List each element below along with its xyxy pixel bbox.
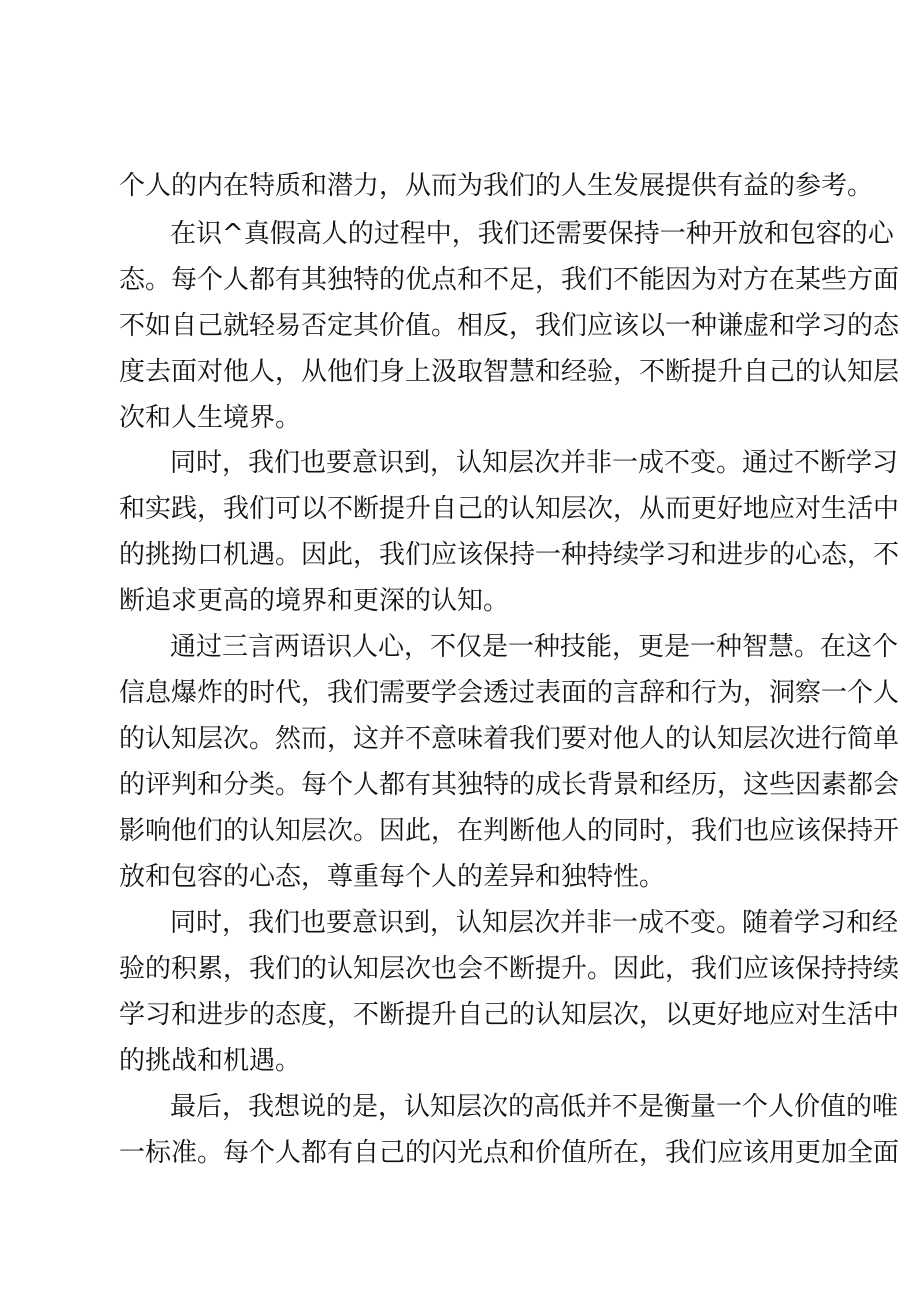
paragraph-line: 的挑拗口机遇。因此，我们应该保持一种持续学习和进步的心态，不 — [119, 540, 900, 570]
paragraph-line: 度去面对他人，从他们身上汲取智慧和经验，不断提升自己的认知层 — [119, 357, 900, 387]
paragraph-line: 在识^真假高人的过程中，我们还需要保持一种开放和包容的心 — [170, 219, 894, 249]
paragraph-line: 的挑战和机遇。 — [119, 1046, 302, 1076]
paragraph-line: 验的积累，我们的认知层次也会不断提升。因此，我们应该保持持续 — [119, 954, 900, 984]
paragraph-line: 态。每个人都有其独特的优点和不足，我们不能因为对方在某些方面 — [119, 265, 900, 295]
paragraph-line: 影响他们的认知层次。因此，在判断他人的同时，我们也应该保持开 — [119, 816, 900, 846]
paragraph-line: 学习和进步的态度，不断提升自己的认知层次，以更好地应对生活中 — [119, 1000, 900, 1030]
paragraph-line: 的认知层次。然而，这并不意味着我们要对他人的认知层次进行简单 — [119, 724, 900, 754]
paragraph-line: 次和人生境界。 — [119, 403, 302, 433]
paragraph-line: 同时，我们也要意识到，认知层次并非一成不变。随着学习和经 — [170, 908, 899, 938]
paragraph-line: 信息爆炸的时代，我们需要学会透过表面的言辞和行为，洞察一个人 — [119, 678, 900, 708]
paragraph-line: 最后，我想说的是，认知层次的高低并不是衡量一个人价值的唯 — [170, 1092, 899, 1122]
paragraph-line: 一标准。每个人都有自己的闪光点和价值所在，我们应该用更加全面 — [119, 1138, 900, 1168]
paragraph-line: 个人的内在特质和潜力，从而为我们的人生发展提供有益的参考。 — [119, 171, 874, 201]
paragraph-line: 的评判和分类。每个人都有其独特的成长背景和经历，这些因素都会 — [119, 770, 900, 800]
paragraph-line: 和实践，我们可以不断提升自己的认知层次，从而更好地应对生活中 — [119, 494, 900, 524]
paragraph-line: 放和包容的心态，尊重每个人的差异和独特性。 — [119, 862, 666, 892]
paragraph-line: 断追求更高的境界和更深的认知。 — [119, 586, 510, 616]
paragraph-line: 通过三言两语识人心，不仅是一种技能，更是一种智慧。在这个 — [170, 632, 899, 662]
paragraph-line: 不如自己就轻易否定其价值。相反，我们应该以一种谦虚和学习的态 — [119, 311, 900, 341]
paragraph-line: 同时，我们也要意识到，认知层次并非一成不变。通过不断学习 — [170, 448, 899, 478]
